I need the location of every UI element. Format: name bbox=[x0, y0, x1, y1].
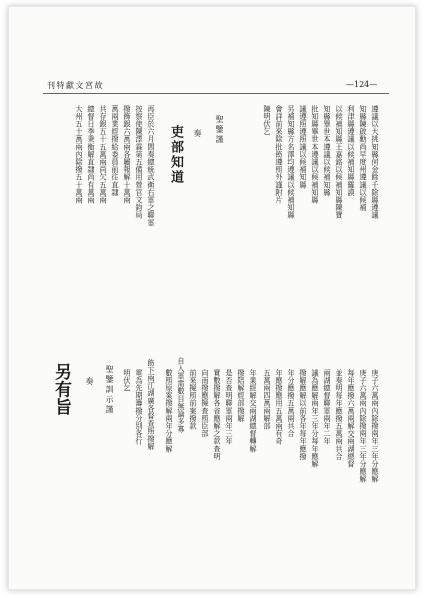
text-column: 是否查明聯軍兩年三年 bbox=[225, 369, 234, 445]
text-column: 撥陪解經部撥解 bbox=[237, 369, 246, 423]
text-column: 年分應撥五萬兩共合 bbox=[287, 369, 296, 438]
text-column: 兩湖總督聯軍兩年二年 bbox=[323, 369, 332, 445]
journal-title: 刊特獻文宮故 bbox=[47, 81, 104, 90]
text-column: 批知縣畢世本遵議以候補知縣 bbox=[311, 105, 320, 204]
text-column: 另補知縣方名澤均遵議以候補知縣 bbox=[287, 105, 296, 219]
text-column: 五萬兩四萬兩解部 bbox=[263, 369, 272, 430]
header-rule bbox=[43, 93, 389, 94]
sheng-jian-mark: 聖鑒謹 bbox=[215, 115, 224, 145]
ministry-rescript: 吏部知道 bbox=[168, 125, 183, 185]
page-number: —124— bbox=[346, 80, 378, 89]
text-column: 陳明伏乞 bbox=[263, 105, 272, 136]
text-column: 議遵照遵照議以候補知縣 bbox=[299, 105, 308, 189]
text-column: 庚子六萬兩內除撥兩年三年分應解 bbox=[359, 369, 368, 483]
text-column: 向南撥應擬查照臣部 bbox=[201, 369, 210, 438]
text-column: 庚子六萬兩內除撥兩年三年分應解 bbox=[371, 369, 380, 483]
text-column: 撥解應解以前各年每年應撥 bbox=[299, 369, 308, 461]
text-column: 利津縣遵議以候補知縣羅謨 bbox=[347, 105, 356, 197]
text-column: 明伏乞 bbox=[123, 369, 132, 392]
text-column: 按察使陳澤霖第五備用營官文鈞局 bbox=[135, 105, 144, 219]
text-column: 前來擬照前案撥款 bbox=[189, 369, 198, 430]
text-column: 知縣畢世本遵議以候補知縣 bbox=[323, 105, 332, 197]
text-column: 大州五十萬兩內除撥五十萬兩 bbox=[75, 105, 84, 204]
text-column: 實數撥解各省應解之款查明 bbox=[213, 369, 222, 461]
text-column: 萬兩業經撥給委員前往直隸 bbox=[111, 105, 120, 197]
document-page bbox=[8, 6, 416, 590]
zou-mark: 奏 bbox=[193, 129, 202, 139]
text-column: 每年應撥六萬兩解交兩湖總督 bbox=[347, 369, 356, 468]
zou-mark: 奏 bbox=[85, 377, 94, 387]
text-column: 會詳前來除批飭遵照外謹附片 bbox=[275, 105, 284, 204]
text-column: 以候補知縣王嘉銘以候補知縣陳寶 bbox=[335, 105, 344, 219]
text-column: 自入軍需數目無論多寡 bbox=[177, 357, 186, 433]
text-column: 知縣陳啟勳尚早度州遵議以候補 bbox=[359, 105, 368, 212]
text-column: 再臣於六月間奏總統武衛右軍之聯軍 bbox=[147, 105, 156, 227]
text-column: 共存銀五十五萬兩尚欠五萬兩 bbox=[99, 105, 108, 204]
text-column: 年業經解交兩湖總督轉解 bbox=[249, 369, 258, 453]
text-column: 遵議以大挑知縣何金餘千除縣遵議 bbox=[371, 105, 380, 219]
text-column: 總督日季秉衡解直隸尚有萬兩 bbox=[87, 105, 96, 204]
text-column: 數照原案撥解兩年分應解 bbox=[165, 369, 174, 453]
text-column: 撥飾銀六萬兩各屬報解十萬兩 bbox=[123, 105, 132, 204]
text-column: 年應撥應用五萬兩有奇 bbox=[275, 369, 284, 445]
sheng-jian-mark: 聖鑒訓示謹 bbox=[105, 365, 114, 415]
imperial-rescript: 另有旨 bbox=[51, 363, 71, 416]
text-column: 並奏明每年應撥五萬兩共合 bbox=[335, 369, 344, 461]
text-column: 飭下兩江湖廣各督查照撥解 bbox=[147, 359, 156, 451]
text-column: 議為應解兩年三年分每年應解 bbox=[311, 369, 320, 468]
text-column: 電為先期籌撥分別各行 bbox=[135, 369, 144, 445]
